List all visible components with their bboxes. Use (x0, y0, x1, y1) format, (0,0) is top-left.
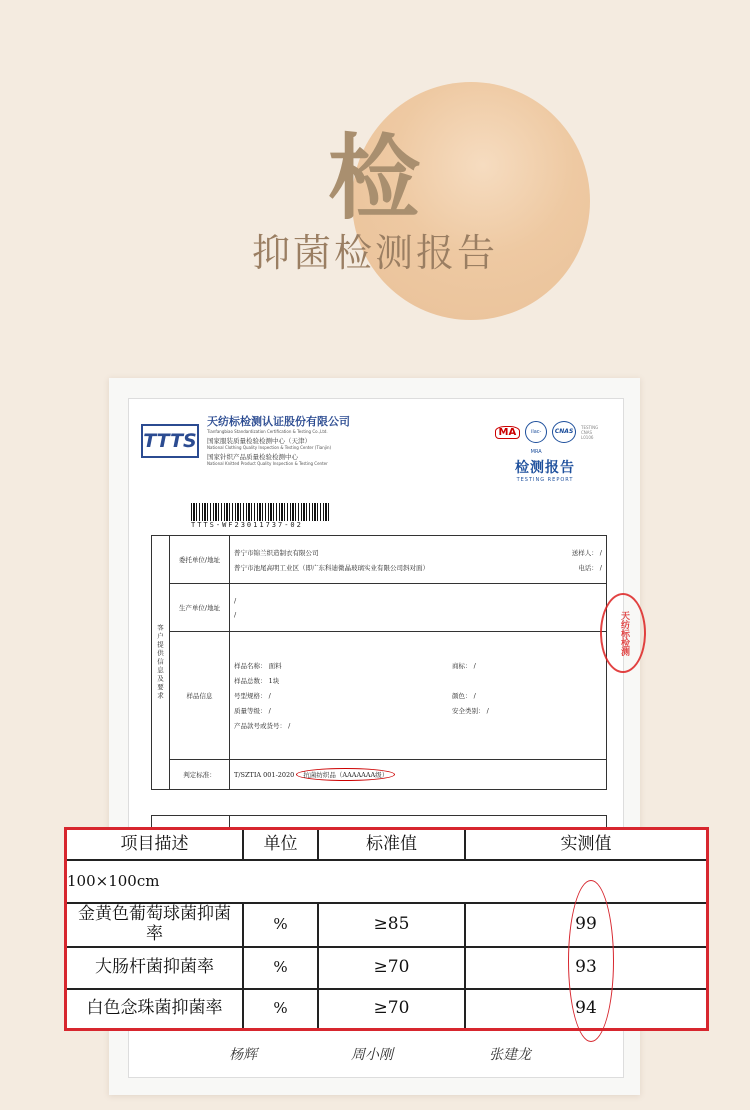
client-section-label: 客户提供信息及要求 (152, 536, 170, 790)
signature-2: 周小刚 (351, 1047, 393, 1063)
highlight-oval (568, 880, 614, 1042)
row-divider (67, 859, 706, 861)
report-title-cn: 检测报告 (515, 460, 575, 476)
sender-label: 送样人： (571, 548, 598, 557)
cnas-mark-icon: CNAS (552, 421, 576, 443)
row-1-item: 金黄色葡萄球菌抑菌率 (78, 904, 231, 944)
standard-grade: 抗菌纺织品（AAAAAAA级） (296, 768, 395, 781)
center-name-2: 国家针织产品质量检验检测中心 (207, 453, 298, 461)
sample-count-label: 样品总数： (234, 677, 267, 685)
heading-character: 检 (327, 125, 422, 232)
brand-label: 商标： (452, 662, 472, 670)
cnas-number: TESTING CNAS L0106 (581, 424, 599, 440)
barcode-number: TTTS-WF23011737-02 (191, 521, 303, 529)
sender-value: / (599, 548, 602, 557)
row-1-unit: % (273, 915, 288, 934)
header-unit: 单位 (263, 833, 298, 854)
cma-mark-icon: MA (495, 426, 521, 439)
row-2-unit: % (273, 958, 288, 977)
producer-label: 生产单位/地址 (170, 584, 230, 632)
ilac-mark-icon: ilac-MRA (525, 421, 547, 443)
signature-3: 张建龙 (489, 1047, 531, 1063)
sample-name: 面料 (268, 662, 282, 670)
header-item: 项目描述 (120, 833, 189, 854)
phone-value: / (599, 563, 602, 572)
color-value: / (473, 692, 476, 700)
company-name-en: Tianfangbiao Standardization Certification & Testing Co.,Ltd. (207, 429, 328, 434)
sample-name-label: 样品名称： (234, 662, 267, 670)
row-1-standard: ≥85 (373, 914, 410, 935)
model-label: 号型规格： (234, 692, 267, 700)
client-cell (230, 536, 607, 584)
sample-size-note: 100×100cm (67, 871, 160, 890)
report-title-en: TESTING REPORT (516, 477, 574, 483)
page-subtitle: 抑菌检测报告 (251, 231, 498, 275)
phone-label: 电话： (578, 563, 598, 572)
product-no-label: 产品款号或货号： (234, 722, 286, 730)
results-table (64, 827, 709, 1031)
row-3-item: 白色念珠菌抑菌率 (86, 998, 223, 1019)
color-label: 颜色： (452, 692, 472, 700)
product-no-value: / (288, 722, 291, 730)
client-label: 委托单位/地址 (170, 536, 230, 584)
row-3-standard: ≥70 (373, 998, 410, 1019)
center-name-2-en: National Knitted Product Quality Inspection & Testing Center (207, 461, 328, 466)
producer-cell (230, 584, 607, 632)
sample-info-cell (230, 632, 607, 760)
model-value: / (268, 692, 271, 700)
row-2-standard: ≥70 (373, 957, 410, 978)
safety-value: / (486, 707, 489, 715)
barcode-icon (191, 503, 331, 521)
center-name-1-en: National Clothing Quality Inspection & Testing Center (Tianjin) (207, 445, 332, 450)
grade-value: / (268, 707, 271, 715)
certification-marks (492, 421, 605, 455)
center-name-1: 国家服装质量检验检测中心（天津） (207, 437, 311, 445)
standard-label: 判定标准： (170, 760, 230, 790)
sample-info-label: 样品信息 (170, 632, 230, 760)
company-info (207, 413, 350, 466)
signature-1: 杨辉 (229, 1047, 257, 1063)
row-2-measured: 93 (575, 957, 597, 978)
producer-value-1: / (234, 596, 237, 605)
client-name: 普宁市锦兰织造制衣有限公司 (234, 548, 319, 557)
row-3-unit: % (273, 999, 288, 1018)
standard-cell (230, 760, 607, 790)
row-2-item: 大肠杆菌抑菌率 (95, 957, 214, 978)
grade-label: 质量等级： (234, 707, 267, 715)
brand-value: / (473, 662, 476, 670)
row-1-measured: 99 (575, 914, 597, 935)
safety-label: 安全类别： (452, 707, 485, 715)
header-standard: 标准值 (366, 833, 417, 854)
report-form-table (151, 535, 607, 790)
sample-count: 1块 (268, 677, 280, 685)
red-seal-stamp: 天纺标检测 (600, 593, 646, 673)
row-3-measured: 94 (575, 998, 597, 1019)
report-title (515, 457, 575, 483)
standard-value: T/SZTIA 001-2020 (234, 771, 295, 779)
producer-value-2: / (234, 610, 237, 619)
header-measured: 实测值 (560, 833, 612, 854)
client-address: 普宁市池尾高明工业区（即广东科迪微晶玻璃实业有限公司斜对面） (234, 563, 429, 572)
company-logo: TTTS (141, 424, 199, 458)
company-name: 天纺标检测认证股份有限公司 (207, 415, 350, 428)
